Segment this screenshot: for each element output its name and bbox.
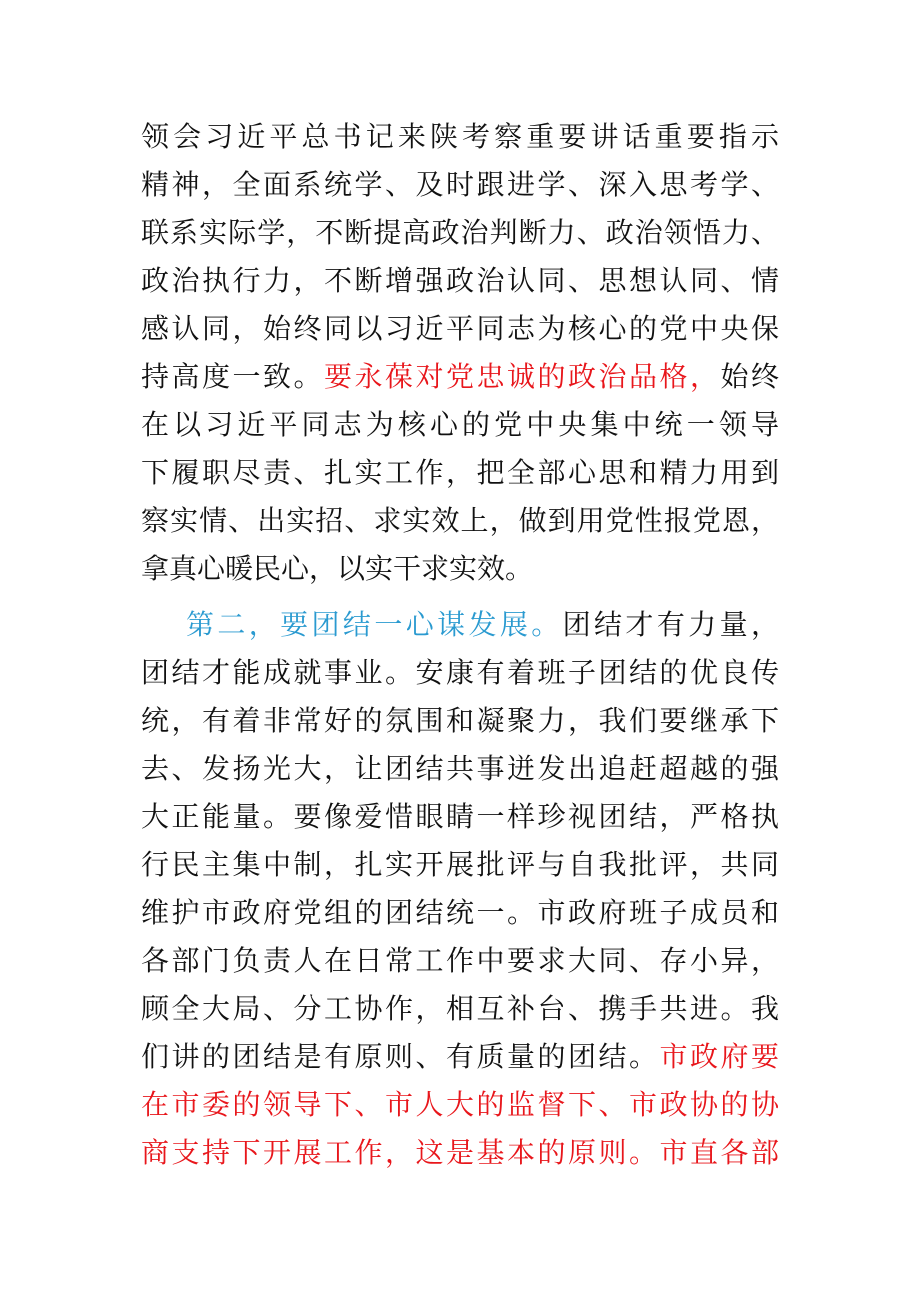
paragraph2-line-1: 团结才能成就事业。安康有着班子团结的优良传	[141, 656, 779, 689]
paragraph1-line-8: 下履职尽责、扎实工作，把全部心思和精力用到	[141, 456, 779, 489]
paragraph2-heading-rest: 团结才有力量，	[562, 608, 779, 641]
paragraph2-line-8: 顾全大局、分工协作，相互补台、携手共进。我	[141, 992, 779, 1025]
paragraph1-line-5: 感认同，始终同以习近平同志为核心的党中央保	[141, 312, 779, 345]
paragraph2-line-5: 行民主集中制，扎实开展批评与自我批评，共同	[141, 848, 779, 881]
paragraph1-line-9: 察实情、出实招、求实效上，做到用党性报党恩，	[141, 504, 779, 537]
paragraph1-line-6-after: 始终	[720, 360, 779, 393]
paragraph1-line-1: 领会习近平总书记来陕考察重要讲话重要指示	[141, 120, 779, 153]
paragraph1-line-10: 拿真心暖民心，以实干求实效。	[141, 552, 534, 585]
emphasis-text: 市政府要	[659, 1040, 779, 1073]
paragraph1-line-6	[141, 353, 779, 401]
paragraph2-line-2: 统，有着非常好的氛围和凝聚力，我们要继承下	[141, 704, 779, 737]
paragraph2-line-11: 商支持下开展工作，这是基本的原则。市直各部	[141, 1136, 779, 1169]
paragraph1-line-6-plain: 持高度一致。	[141, 360, 324, 393]
paragraph2-line-7: 各部门负责人在日常工作中要求大同、存小异，	[141, 944, 779, 977]
paragraph2-line-4: 大正能量。要像爱惜眼睛一样珍视团结，严格执	[141, 800, 779, 833]
paragraph2-line-9	[141, 1033, 779, 1081]
paragraph1-line-3: 联系实际学，不断提高政治判断力、政治领悟力、	[141, 216, 779, 249]
section-heading: 第二，要团结一心谋发展。	[186, 608, 563, 641]
paragraph1-line-2: 精神，全面系统学、及时跟进学、深入思考学、	[141, 168, 779, 201]
paragraph1-line-7: 在以习近平同志为核心的党中央集中统一领导	[141, 408, 779, 441]
paragraph2-heading-line	[186, 601, 779, 649]
emphasis-text: 要永葆对党忠诚的政治品格，	[324, 360, 721, 393]
paragraph2-line-9-plain: 们讲的团结是有原则、有质量的团结。	[141, 1040, 660, 1073]
paragraph1-line-4: 政治执行力，不断增强政治认同、思想认同、情	[141, 264, 779, 297]
paragraph2-line-3: 去、发扬光大，让团结共事迸发出追赶超越的强	[141, 752, 779, 785]
paragraph2-line-6: 维护市政府党组的团结统一。市政府班子成员和	[141, 896, 779, 929]
paragraph2-line-10: 在市委的领导下、市人大的监督下、市政协的协	[141, 1088, 779, 1121]
